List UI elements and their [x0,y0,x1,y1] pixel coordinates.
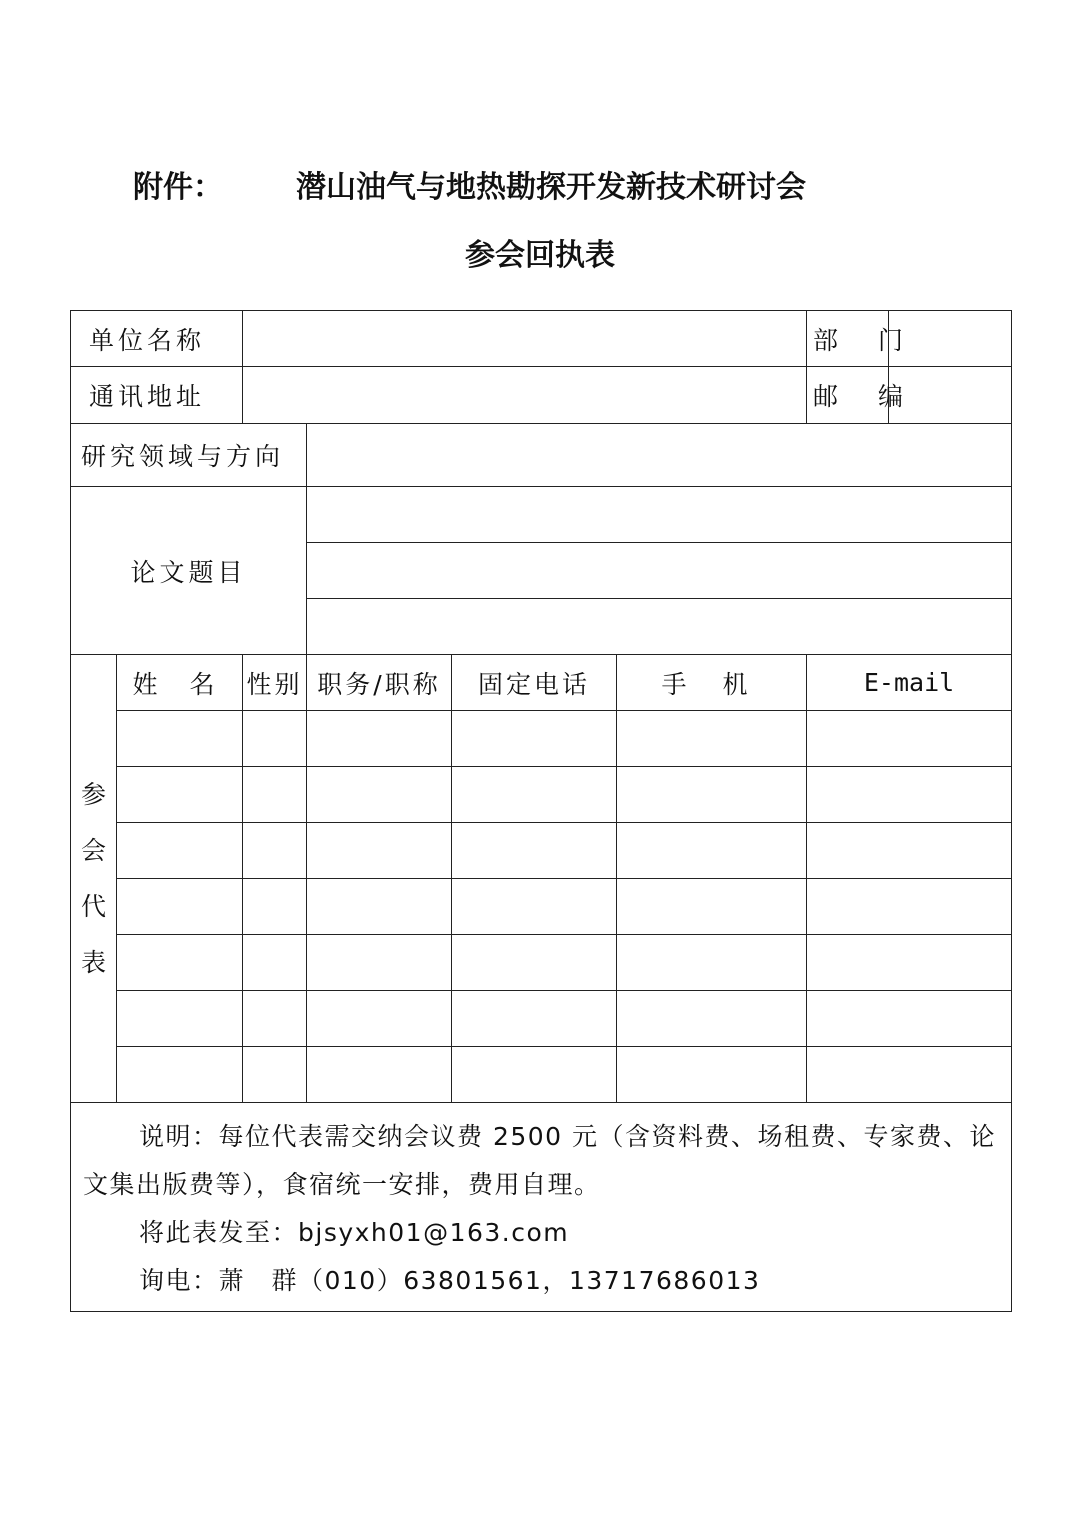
attendee-row [71,823,1012,879]
paper-title-field-2[interactable] [307,543,1012,599]
attendee-gender-cell[interactable] [243,767,307,823]
attendees-label-char: 代 [80,891,106,921]
attendee-mobile-cell[interactable] [617,879,807,935]
attendee-mobile-cell[interactable] [617,1047,807,1103]
attendee-gender-cell[interactable] [243,935,307,991]
attendee-title-cell[interactable] [307,711,452,767]
attendee-name-cell[interactable] [117,1047,243,1103]
attendee-mobile-cell[interactable] [617,935,807,991]
attendee-mobile-cell[interactable] [617,991,807,1047]
org-name-field[interactable] [243,311,807,367]
attendee-email-cell[interactable] [807,711,1012,767]
notes-row [71,1103,1012,1312]
attendee-row [71,879,1012,935]
meeting-title: 潜山油气与地热勘探开发新技术研讨会 [296,170,806,205]
attendees-label-char: 会 [80,835,106,865]
attendee-name-cell[interactable] [117,823,243,879]
attendee-mobile-cell[interactable] [617,767,807,823]
attendee-mobile-cell[interactable] [617,823,807,879]
attendee-title-cell[interactable] [307,935,452,991]
send-to-note: 将此表发至：bjsyxh01@163.com [139,1218,570,1247]
attendees-label-char: 参 [80,779,106,809]
col-name-header: 姓 名 [117,655,243,711]
fee-note: 说明：每位代表需交纳会议费 2500 元（含资料费、场租费、专家费、论文集出版费等），食宿统一安排，费用自理。 [83,1122,997,1199]
notes-cell [71,1103,1012,1312]
col-gender-header: 性别 [243,655,307,711]
org-row [71,311,1012,367]
research-field-label: 研究领域与方向 [71,424,307,487]
attendees-label [71,655,117,1103]
attendee-email-cell[interactable] [807,823,1012,879]
research-field-input[interactable] [307,424,1012,487]
attachment-label: 附件： [133,170,223,205]
paper-title-label: 论文题目 [71,487,307,655]
col-phone-header: 固定电话 [452,655,617,711]
attendee-email-cell[interactable] [807,1047,1012,1103]
attendee-header-row [71,655,1012,711]
paper-title-row [71,487,1012,543]
attendee-email-cell[interactable] [807,991,1012,1047]
attendee-title-cell[interactable] [307,879,452,935]
attendee-name-cell[interactable] [117,935,243,991]
attendee-title-cell[interactable] [307,767,452,823]
attendee-phone-cell[interactable] [452,711,617,767]
registration-form-table [70,310,1012,1312]
form-title: 参会回执表 [465,238,615,273]
attendee-email-cell[interactable] [807,767,1012,823]
attendee-phone-cell[interactable] [452,823,617,879]
attendee-name-cell[interactable] [117,991,243,1047]
attendee-phone-cell[interactable] [452,879,617,935]
attendee-row [71,991,1012,1047]
attendee-phone-cell[interactable] [452,935,617,991]
attendee-row [71,1047,1012,1103]
attendee-name-cell[interactable] [117,711,243,767]
postcode-label: 邮 编 [807,367,889,424]
attendee-email-cell[interactable] [807,879,1012,935]
paper-title-field-1[interactable] [307,487,1012,543]
research-field-row [71,424,1012,487]
attendee-row [71,935,1012,991]
attendee-title-cell[interactable] [307,823,452,879]
inquiry-note: 询电：萧 群（010）63801561，13717686013 [139,1266,761,1295]
col-email-header: E-mail [807,655,1012,711]
address-field[interactable] [243,367,807,424]
col-title-header: 职务/职称 [307,655,452,711]
attendee-gender-cell[interactable] [243,711,307,767]
attendee-title-cell[interactable] [307,1047,452,1103]
attendee-title-cell[interactable] [307,991,452,1047]
attendee-mobile-cell[interactable] [617,711,807,767]
attendee-row [71,767,1012,823]
attendee-gender-cell[interactable] [243,1047,307,1103]
paper-title-field-3[interactable] [307,599,1012,655]
attendee-row [71,711,1012,767]
address-row [71,367,1012,424]
attendee-phone-cell[interactable] [452,991,617,1047]
col-mobile-header: 手 机 [617,655,807,711]
dept-label: 部 门 [807,311,889,367]
attendees-label-char: 表 [80,947,106,977]
address-label: 通讯地址 [71,367,243,424]
attendee-name-cell[interactable] [117,767,243,823]
attendee-gender-cell[interactable] [243,879,307,935]
attendee-email-cell[interactable] [807,935,1012,991]
attendee-phone-cell[interactable] [452,767,617,823]
attendee-phone-cell[interactable] [452,1047,617,1103]
attendee-gender-cell[interactable] [243,823,307,879]
org-name-label: 单位名称 [71,311,243,367]
attendee-gender-cell[interactable] [243,991,307,1047]
attendee-name-cell[interactable] [117,879,243,935]
